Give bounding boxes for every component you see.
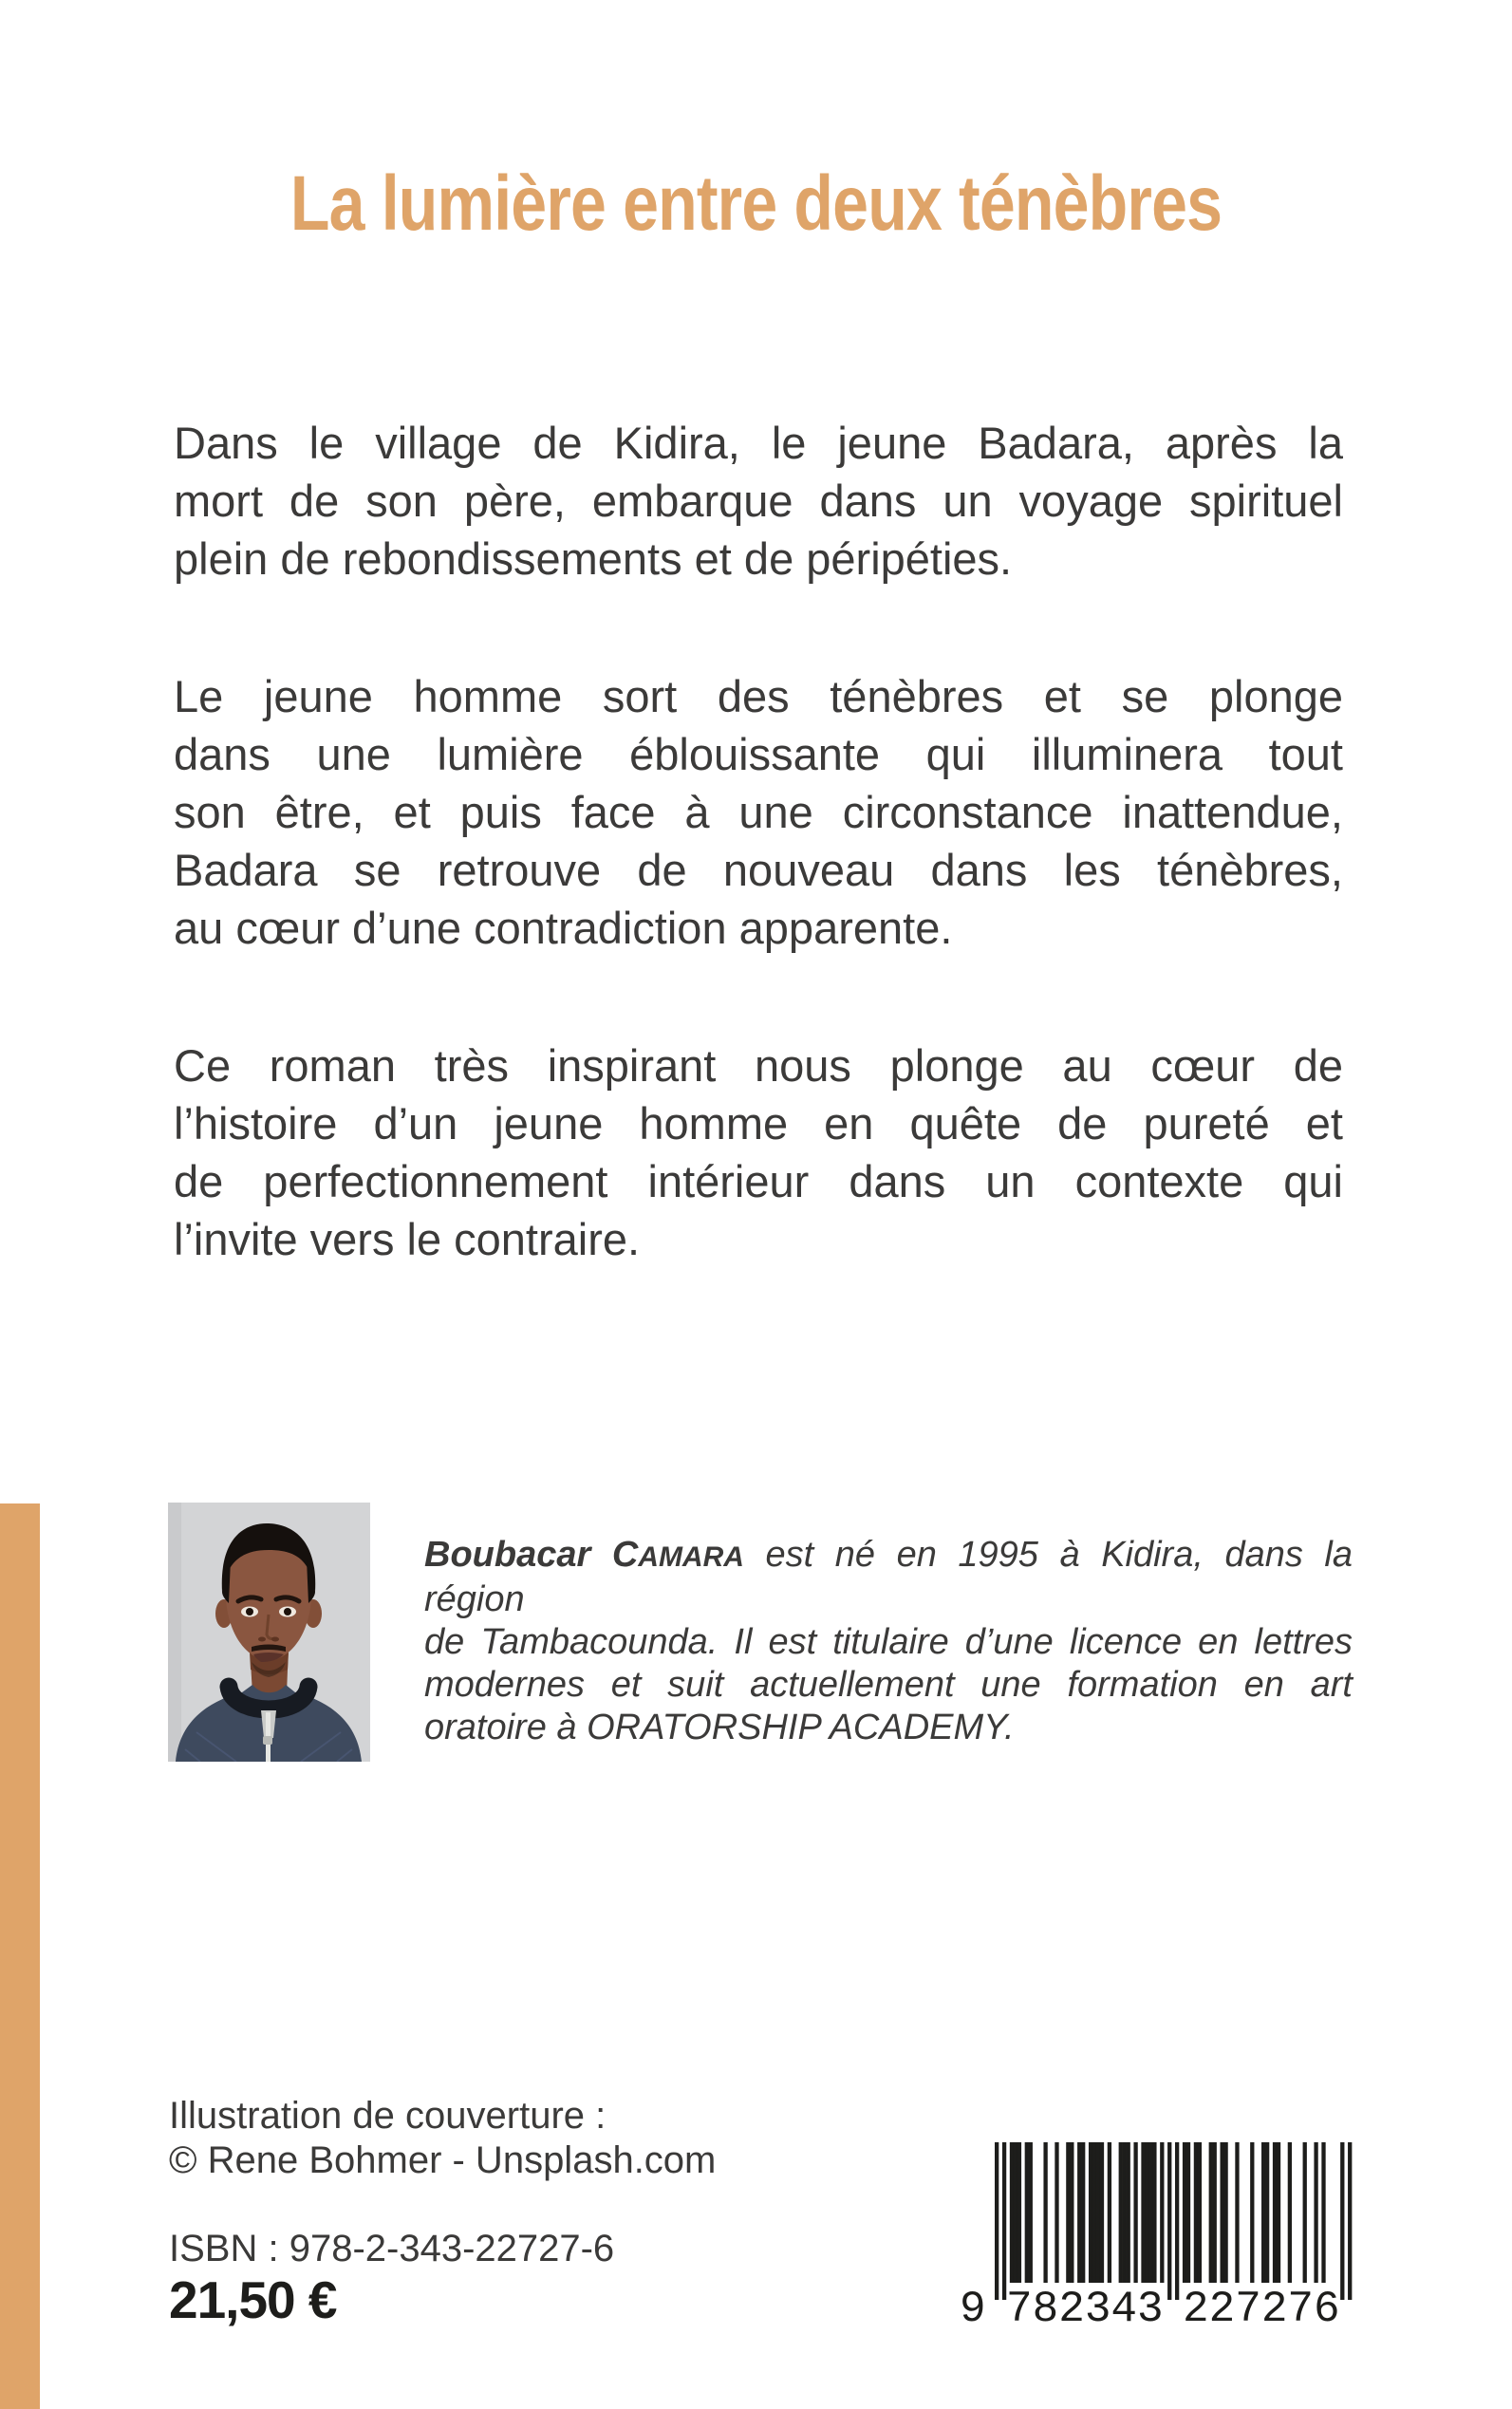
book-title: La lumière entre deux ténèbres: [289, 160, 1223, 247]
bio-line: modernes et suit actuellement une formation en art: [424, 1665, 1353, 1705]
price-label: 21,50 €: [169, 2270, 337, 2329]
accent-band: [0, 1503, 40, 2409]
author-first-name: Boubacar: [424, 1535, 612, 1575]
ean13-barcode: [944, 2138, 1362, 2328]
author-last-name-smallcaps: AMARA: [638, 1541, 744, 1573]
bio-line: [424, 1534, 1353, 1621]
synopsis-line: son être, et puis face à une circonstance inattendue,: [174, 787, 1343, 837]
author-last-name-initial: C: [611, 1535, 639, 1575]
synopsis-line: Le jeune homme sort des ténèbres et se plonge: [174, 671, 1343, 721]
bio-line: de Tambacounda. Il est titulaire d’une licence en lettres: [424, 1622, 1353, 1662]
synopsis-line: Dans le village de Kidira, le jeune Badara, après la: [174, 418, 1343, 468]
author-photo: [168, 1503, 370, 1762]
isbn-label: ISBN : 978-2-343-22727-6: [169, 2228, 615, 2269]
synopsis-line: Badara se retrouve de nouveau dans les ténèbres,: [174, 845, 1343, 895]
author-portrait-illustration: [168, 1503, 370, 1762]
synopsis-line: plein de rebondissements et de péripéties.: [174, 533, 1013, 584]
synopsis-line: Ce roman très inspirant nous plonge au cœur de: [174, 1040, 1343, 1091]
synopsis-line: au cœur d’une contradiction apparente.: [174, 903, 953, 953]
credit-line: © Rene Bohmer - Unsplash.com: [169, 2139, 717, 2181]
synopsis-line: l’histoire d’un jeune homme en quête de pureté et: [174, 1098, 1343, 1148]
synopsis-paragraph: [174, 667, 1343, 957]
credit-line: Illustration de couverture :: [169, 2095, 607, 2137]
author-name: [424, 1535, 744, 1575]
synopsis-line: l’invite vers le contraire.: [174, 1214, 641, 1264]
bio-text: est né en 1995 à Kidira, dans la région: [424, 1535, 1353, 1619]
synopsis-line: mort de son père, embarque dans un voyage spirituel: [174, 476, 1343, 526]
author-bio: [424, 1534, 1353, 1749]
bio-line: oratoire à ORATORSHIP ACADEMY.: [424, 1708, 1015, 1747]
synopsis-line: dans une lumière éblouissante qui illuminera tout: [174, 729, 1343, 779]
barcode-digits-right: 227276: [1183, 2285, 1340, 2328]
synopsis-paragraph: [174, 1036, 1343, 1268]
synopsis-line: de perfectionnement intérieur dans un contexte qui: [174, 1156, 1343, 1206]
synopsis: [174, 414, 1343, 1348]
synopsis-paragraph: [174, 414, 1343, 588]
barcode-digits-left: 782343: [1006, 2285, 1164, 2328]
barcode-bars: [995, 2142, 1352, 2300]
cover-illustration-credit: [169, 2094, 716, 2183]
barcode-digit-lead: 9: [960, 2285, 986, 2328]
